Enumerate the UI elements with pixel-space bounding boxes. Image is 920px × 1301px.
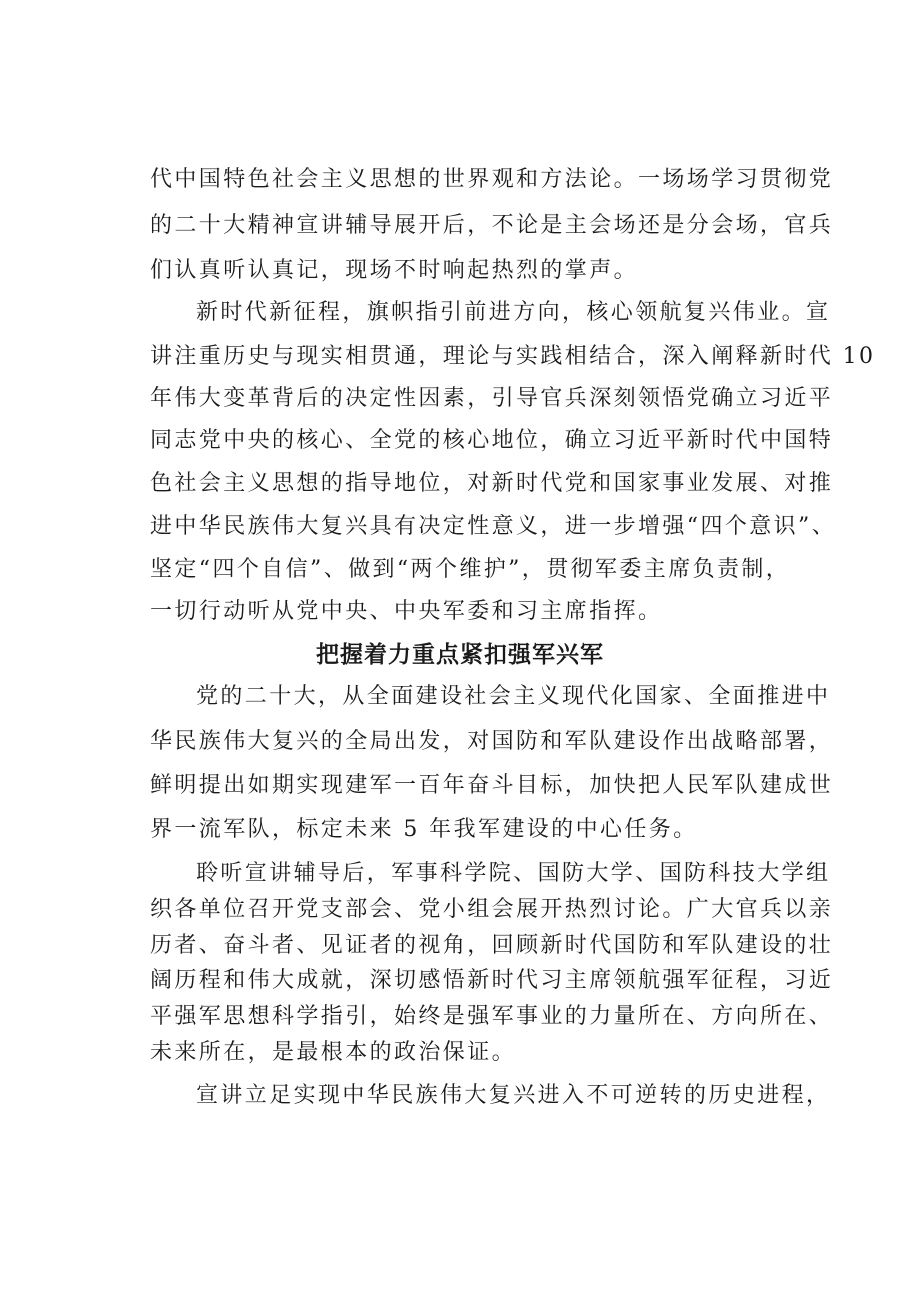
paragraph-4-line-4: 阔历程和伟大成就，深切感悟新时代习主席领航强军征程，习近 — [150, 968, 834, 993]
paragraph-3-line-4: 界一流军队，标定未来 5 年我军建设的中心任务。 — [150, 817, 698, 842]
paragraph-2-line-8: 一切行动听从党中央、中央军委和习主席指挥。 — [150, 599, 663, 624]
paragraph-2-line-7: 坚定“四个自信”、做到“两个维护”，贯彻军委主席负责制， — [150, 557, 791, 582]
paragraph-2-line-4: 同志党中央的核心、全党的核心地位，确立习近平新时代中国特 — [150, 428, 834, 453]
paragraph-4-line-1: 聆听宣讲辅导后，军事科学院、国防大学、国防科技大学组 — [196, 861, 831, 886]
paragraph-3-line-2: 华民族伟大复兴的全局出发，对国防和军队建设作出战略部署， — [150, 729, 834, 754]
paragraph-3-line-1: 党的二十大，从全面建设社会主义现代化国家、全面推进中 — [196, 684, 831, 709]
paragraph-4-line-2: 织各单位召开党支部会、党小组会展开热烈讨论。广大官兵以亲 — [150, 897, 834, 922]
paragraph-5-line-1: 宣讲立足实现中华民族伟大复兴进入不可逆转的历史进程， — [196, 1083, 831, 1108]
paragraph-2-line-3: 年伟大变革背后的决定性因素，引导官兵深刻领悟党确立习近平 — [150, 386, 834, 411]
paragraph-3-line-3: 鲜明提出如期实现建军一百年奋斗目标，加快把人民军队建成世 — [150, 773, 834, 798]
paragraph-1-line-3: 们认真听认真记，现场不时响起热烈的掌声。 — [150, 258, 639, 283]
paragraph-1-line-1: 代中国特色社会主义思想的世界观和方法论。一场场学习贯彻党 — [150, 167, 834, 192]
paragraph-4-line-3: 历者、奋斗者、见证者的视角，回顾新时代国防和军队建设的壮 — [150, 933, 834, 958]
paragraph-1-line-2: 的二十大精神宣讲辅导展开后，不论是主会场还是分会场，官兵 — [150, 213, 834, 238]
paragraph-4-line-5: 平强军思想科学指引，始终是强军事业的力量所在、方向所在、 — [150, 1004, 834, 1029]
section-heading: 把握着力重点紧扣强军兴军 — [316, 642, 604, 668]
paragraph-2-line-1: 新时代新征程，旗帜指引前进方向，核心领航复兴伟业。宣 — [196, 300, 831, 325]
paragraph-2-line-5: 色社会主义思想的指导地位，对新时代党和国家事业发展、对推 — [150, 471, 834, 496]
paragraph-4-line-6: 未来所在，是最根本的政治保证。 — [150, 1040, 517, 1065]
paragraph-2-line-2: 讲注重历史与现实相贯通，理论与实践相结合，深入阐释新时代 10 — [150, 344, 876, 369]
paragraph-2-line-6: 进中华民族伟大复兴具有决定性意义，进一步增强“四个意识”、 — [150, 514, 837, 539]
